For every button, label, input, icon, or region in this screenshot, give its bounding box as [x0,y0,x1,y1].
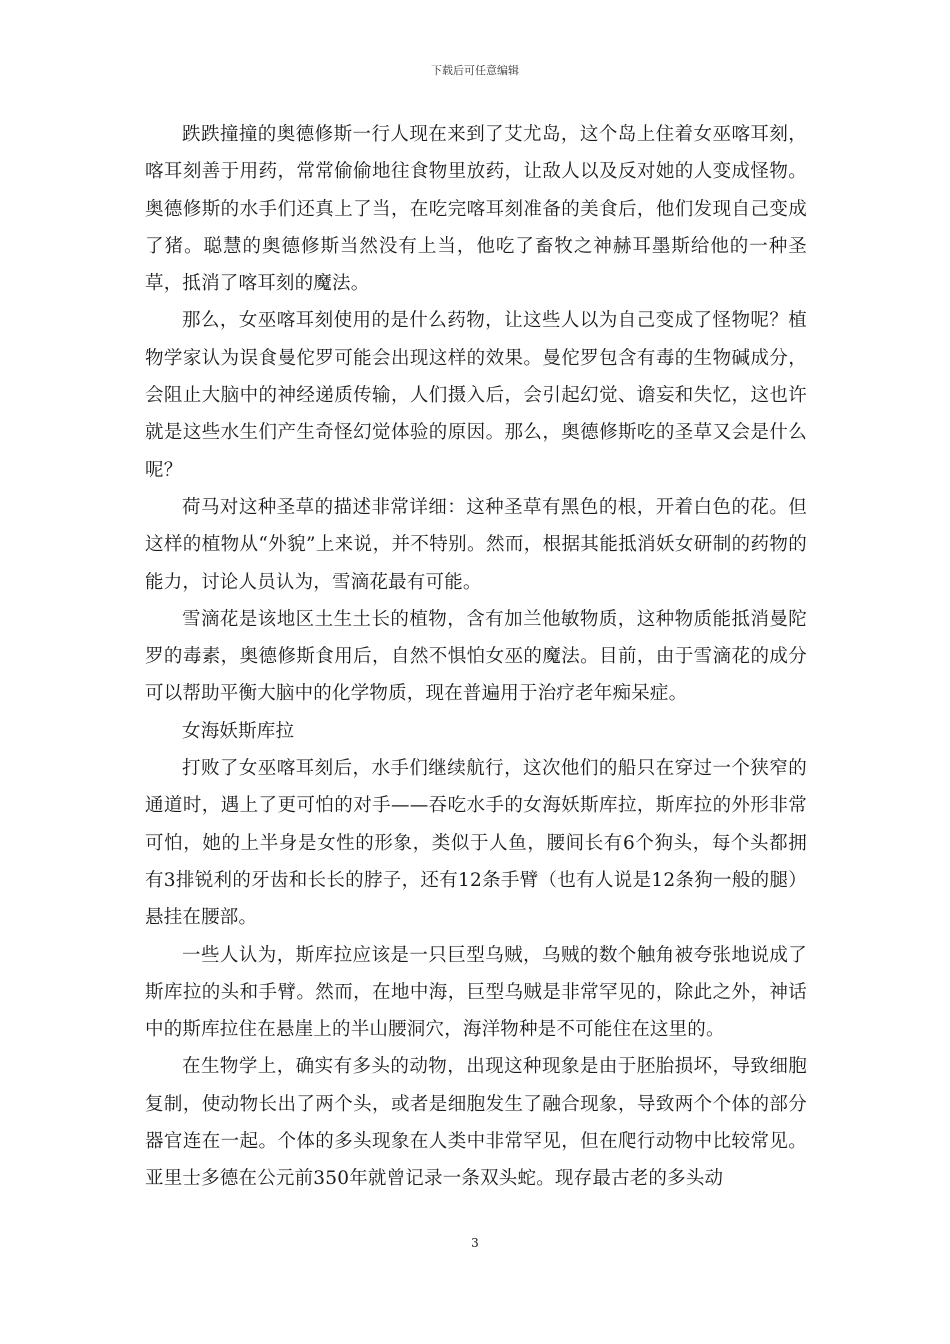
paragraph-3: 荷马对这种圣草的描述非常详细：这种圣草有黑色的根，开着白色的花。但这样的植物从“外貌”上来说，并不特别。然而，根据其能抵消妖女研制的药物的能力，讨论人员认为，雪滴花最有可能。 [145,496,807,593]
page-number: 3 [471,1236,479,1250]
paragraph-4: 雪滴花是该地区土生土长的植物，含有加兰他敏物质，这种物质能抵消曼陀罗的毒素，奥德修斯食用后，自然不惧怕女巫的魔法。目前，由于雪滴花的成分可以帮助平衡大脑中的化学物质，现在普遍用于治疗老年痴呆症。 [145,608,807,705]
paragraph-7: 在生物学上，确实有多头的动物，出现这种现象是由于胚胎损坏，导致细胞复制，使动物长出了两个头，或者是细胞发生了融合现象，导致两个个体的部分器官连在一起。个体的多头现象在人类中非常罕见，但在爬行动物中比较常见。亚里士多德在公元前350年就曾记录一条双头蛇。现存最古老的多头动 [145,1056,807,1190]
paragraph-1: 跌跌撞撞的奥德修斯一行人现在来到了艾尤岛，这个岛上住着女巫喀耳刻，喀耳刻善于用药，常常偷偷地往食物里放药，让敌人以及反对她的人变成怪物。奥德修斯的水手们还真上了当，在吃完喀耳刻准备的美食后，他们发现自己变成了猪。聪慧的奥德修斯当然没有上当，他吃了畜牧之神赫耳墨斯给他的一种圣草，抵消了喀耳刻的魔法。 [145,124,807,295]
paragraph-5: 打败了女巫喀耳刻后，水手们继续航行，这次他们的船只在穿过一个狭窄的通道时，遇上了更可怕的对手——吞吃水手的女海妖斯库拉，斯库拉的外形非常可怕，她的上半身是女性的形象，类似于人鱼，腰间长有6个狗头，每个头都拥有3排锐利的牙齿和长长的脖子，还有12条手臂（也有人说是12条狗一般的腿）悬挂在腰部。 [145,758,807,929]
paragraph-6: 一些人认为，斯库拉应该是一只巨型乌贼，乌贼的数个触角被夸张地说成了斯库拉的头和手臂。然而，在地中海，巨型乌贼是非常罕见的，除此之外，神话中的斯库拉住在悬崖上的半山腰洞穴，海洋物种是不可能住在这里的。 [145,944,807,1041]
paragraph-2: 那么，女巫喀耳刻使用的是什么药物，让这些人以为自己变成了怪物呢？植物学家认为误食曼佗罗可能会出现这样的效果。曼佗罗包含有毒的生物碱成分，会阻止大脑中的神经递质传输，人们摄入后，会引起幻觉、谵妄和失忆，这也许就是这些水生们产生奇怪幻觉体验的原因。那么，奥德修斯吃的圣草又会是什么呢？ [145,310,807,481]
page-header: 下载后可任意编辑 [431,64,519,77]
document-body [145,116,807,1198]
section-heading: 女海妖斯库拉 [182,720,295,742]
